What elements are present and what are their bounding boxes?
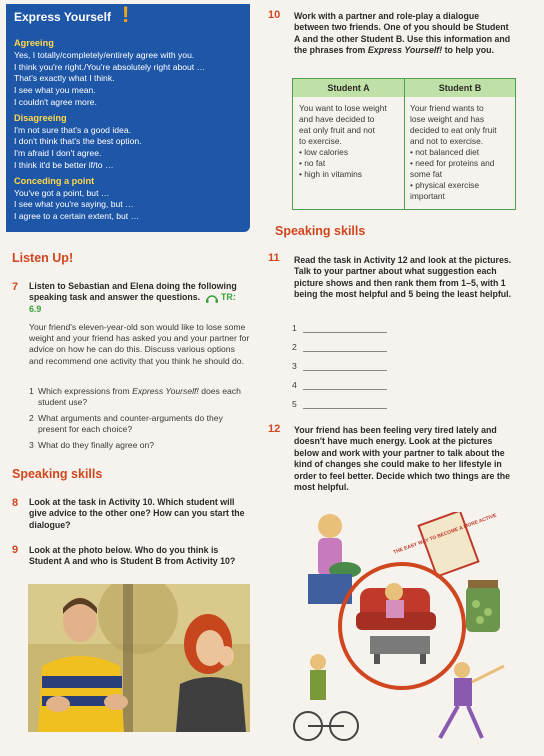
- activity-8-number: 8: [12, 497, 19, 509]
- activity-12-number: 12: [268, 423, 281, 435]
- table-cell-line: and not to exercise.: [410, 136, 484, 146]
- table-cell-line: to exercise.: [299, 136, 342, 146]
- phrase-line: I see what you're saying, but …: [14, 199, 134, 210]
- question-2: What arguments and counter-arguments do they present for each choice?: [38, 413, 223, 435]
- express-yourself-title: Express Yourself: [14, 10, 111, 24]
- phrase-group-heading: Conceding a point: [14, 175, 95, 186]
- phrase-line: I agree to a certain extent, but …: [14, 211, 140, 222]
- table-cell-line: • no fat: [299, 158, 326, 168]
- question-1: Which expressions from Express Yourself! does each student use?: [38, 386, 241, 408]
- lifestyle-illustration: [290, 512, 520, 748]
- rank-answer-line[interactable]: [303, 389, 387, 390]
- activity-11-instruction: Read the task in Activity 12 and look at the pictures. Talk to your partner about what suggestion each picture shows and then rank them from 1–5, with 1 being the most helpful and 5 being the least helpful.: [294, 255, 512, 300]
- rank-number: 3: [292, 361, 297, 371]
- table-header-student-b: Student B: [405, 79, 515, 97]
- table-header-student-a: Student A: [293, 79, 404, 97]
- exclamation-icon: !: [122, 2, 130, 27]
- table-cell-line: • high in vitamins: [299, 169, 362, 179]
- question-3: What do they finally agree on?: [38, 440, 155, 450]
- phrase-line: I don't think that's the best option.: [14, 136, 142, 147]
- table-cell-student-b: [410, 103, 514, 202]
- rank-answer-line[interactable]: [303, 408, 387, 409]
- express-yourself-content: [14, 38, 244, 223]
- activity-7-task: Your friend's eleven-year-old son would like to lose some weight and your friend has asked you and your partner for advice on how he can do this. Discuss various options and recommend one activity that you think he should do.: [29, 322, 250, 366]
- phrase-line: I think you're right./You're absolutely right about …: [14, 61, 206, 72]
- activity-9-instruction: Look at the photo below. Who do you think is Student A and who is Student B from Activity 10?: [29, 545, 236, 567]
- phrase-line: I couldn't agree more.: [14, 96, 97, 107]
- phrase-group-heading: Agreeing: [14, 38, 54, 48]
- question-3-number: 3: [29, 440, 34, 450]
- table-cell-line: some fat: [410, 169, 443, 179]
- table-cell-line: • not balanced diet: [410, 147, 480, 157]
- table-cell-line: decided to eat only fruit: [410, 125, 497, 135]
- speaking-skills-heading-right: Speaking skills: [275, 224, 366, 238]
- table-divider: [404, 79, 405, 209]
- table-cell-line: and have decided to: [299, 114, 375, 124]
- activity-12-instruction: Your friend has been feeling very tired lately and doesn't have much energy. Look at the pictures below and work with your partner to talk about the kind of changes she could make to her lifestyle in order to feel better. Decide which two things are the most helpful.: [294, 425, 511, 493]
- table-cell-student-a: [299, 103, 403, 180]
- activity-9-number: 9: [12, 544, 19, 556]
- phrase-line: Yes, I totally/completely/entirely agree with you.: [14, 49, 195, 60]
- rank-number: 5: [292, 399, 297, 409]
- activity-7-number: 7: [12, 281, 19, 293]
- listen-up-heading: Listen Up!: [12, 251, 74, 265]
- activity-10-number: 10: [268, 9, 281, 21]
- rank-answer-line[interactable]: [303, 332, 387, 333]
- book-cover-text: THE EASY WAY TO BECOME A MORE ACTIVE: [392, 512, 498, 556]
- question-2-number: 2: [29, 413, 34, 423]
- phrase-line: I think it'd be better if/to …: [14, 159, 114, 170]
- express-yourself-box: [6, 4, 250, 232]
- activity-8-instruction: Look at the task in Activity 10. Which student will give advice to the other one? How can you start the dialogue?: [29, 497, 245, 530]
- rank-answer-line[interactable]: [303, 370, 387, 371]
- track-number: TR: 6.9: [29, 292, 236, 314]
- table-cell-line: • need for proteins and: [410, 158, 495, 168]
- table-cell-line: important: [410, 191, 445, 201]
- phrase-line: That's exactly what I think.: [14, 73, 115, 84]
- table-cell-line: Your friend wants to: [410, 103, 484, 113]
- rank-answer-line[interactable]: [303, 351, 387, 352]
- phrase-line: I'm not sure that's a good idea.: [14, 124, 131, 135]
- headphones-icon: [205, 294, 219, 303]
- table-cell-line: • physical exercise: [410, 180, 480, 190]
- rank-number: 4: [292, 380, 297, 390]
- speaking-skills-heading-left: Speaking skills: [12, 467, 103, 481]
- role-play-table: [292, 78, 516, 210]
- phrase-line: I see what you mean.: [14, 85, 96, 96]
- table-cell-line: • low calories: [299, 147, 349, 157]
- activity-7-instruction: Listen to Sebastian and Elena doing the following speaking task and answer the questions. TR: 6.9: [29, 281, 237, 314]
- question-1-number: 1: [29, 386, 34, 396]
- table-cell-line: eat only fruit and not: [299, 125, 375, 135]
- rank-number: 2: [292, 342, 297, 352]
- rank-number: 1: [292, 323, 297, 333]
- photo-two-students: [28, 584, 250, 732]
- table-cell-line: You want to lose weight: [299, 103, 387, 113]
- table-cell-line: lose weight and has: [410, 114, 485, 124]
- activity-10-instruction: Work with a partner and role-play a dialogue between two friends. One of you should be Student A and the other Student B. Use this information and the phrases from Express Yourself! to help you.: [294, 11, 511, 56]
- activity-11-number: 11: [268, 252, 280, 264]
- phrase-line: You've got a point, but …: [14, 187, 110, 198]
- phrase-group-heading: Disagreeing: [14, 112, 67, 123]
- phrase-line: I'm afraid I don't agree.: [14, 148, 102, 159]
